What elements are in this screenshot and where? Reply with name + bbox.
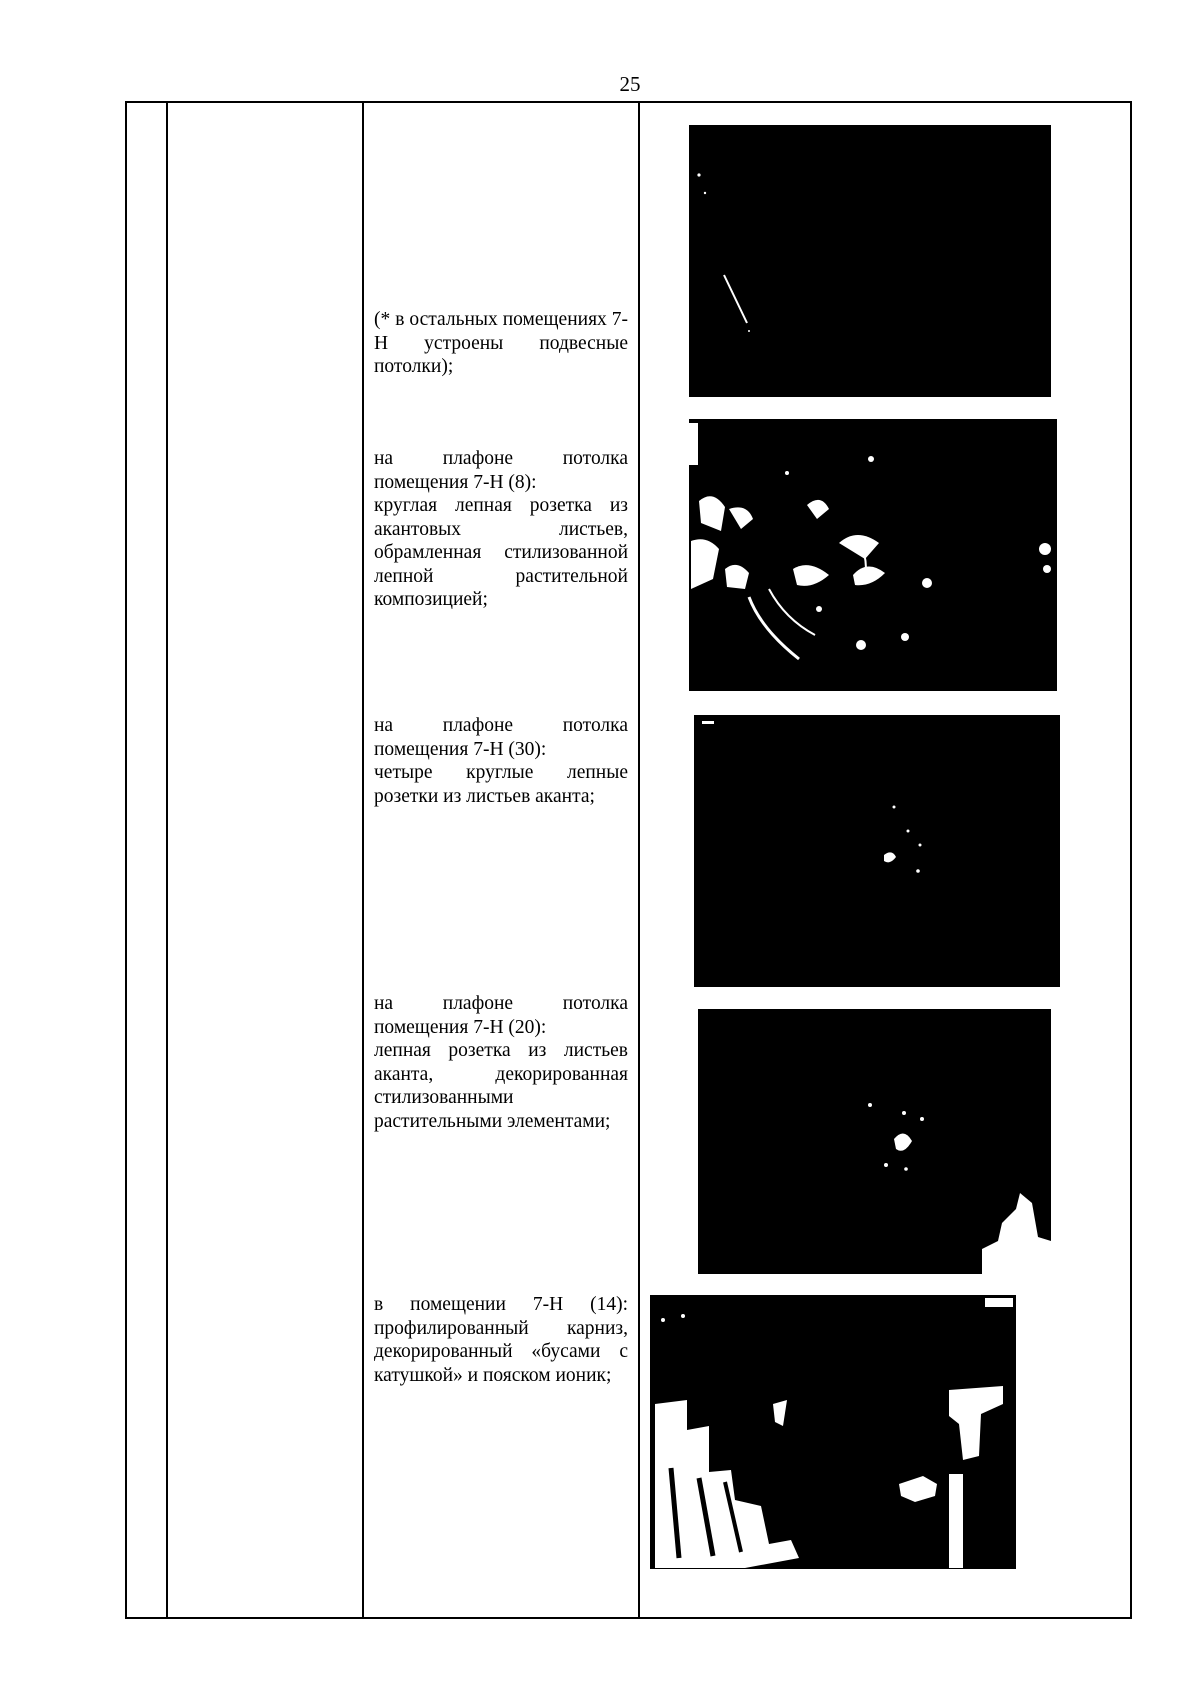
entry-text: круглая лепная розетка из акантовых листьев, обрамленная стилизованной лепной растительной композицией; — [374, 495, 628, 610]
entry-heading: на плафоне потолка помещения 7-Н (30): — [374, 715, 628, 760]
ceiling-rosettes-photo-30 — [694, 715, 1060, 987]
heritage-table — [125, 101, 1132, 1619]
entry-room-14 — [374, 1293, 628, 1387]
entry-room-20 — [374, 992, 628, 1133]
ceiling-rosette-photo-20 — [698, 1009, 1051, 1274]
entry-text: (* в остальных помещениях 7-Н устроены подвесные потолки); — [374, 309, 628, 377]
entry-text: в помещении 7-Н (14): профилированный карниз, декорированный «бусами с катушкой» и пояском ионик; — [374, 1294, 628, 1386]
entry-heading: на плафоне потолка помещения 7-Н (20): — [374, 993, 628, 1038]
entry-text: лепная розетка из листьев аканта, декорированная стилизованными растительными элементами; — [374, 1040, 628, 1132]
cornice-photo-14 — [651, 1296, 1015, 1568]
ceiling-rosette-photo-8 — [689, 419, 1057, 691]
entry-suspended-ceilings — [374, 308, 628, 379]
entry-heading: на плафоне потолка помещения 7-Н (8): — [374, 448, 628, 493]
column-divider-2 — [362, 103, 364, 1617]
entry-text: четыре круглые лепные розетки из листьев аканта; — [374, 762, 628, 807]
entry-room-8 — [374, 447, 628, 612]
column-divider-1 — [166, 103, 168, 1617]
entry-room-30 — [374, 714, 628, 808]
column-divider-3 — [638, 103, 640, 1617]
ceiling-photo — [689, 125, 1051, 397]
page-number: 25 — [619, 72, 641, 96]
